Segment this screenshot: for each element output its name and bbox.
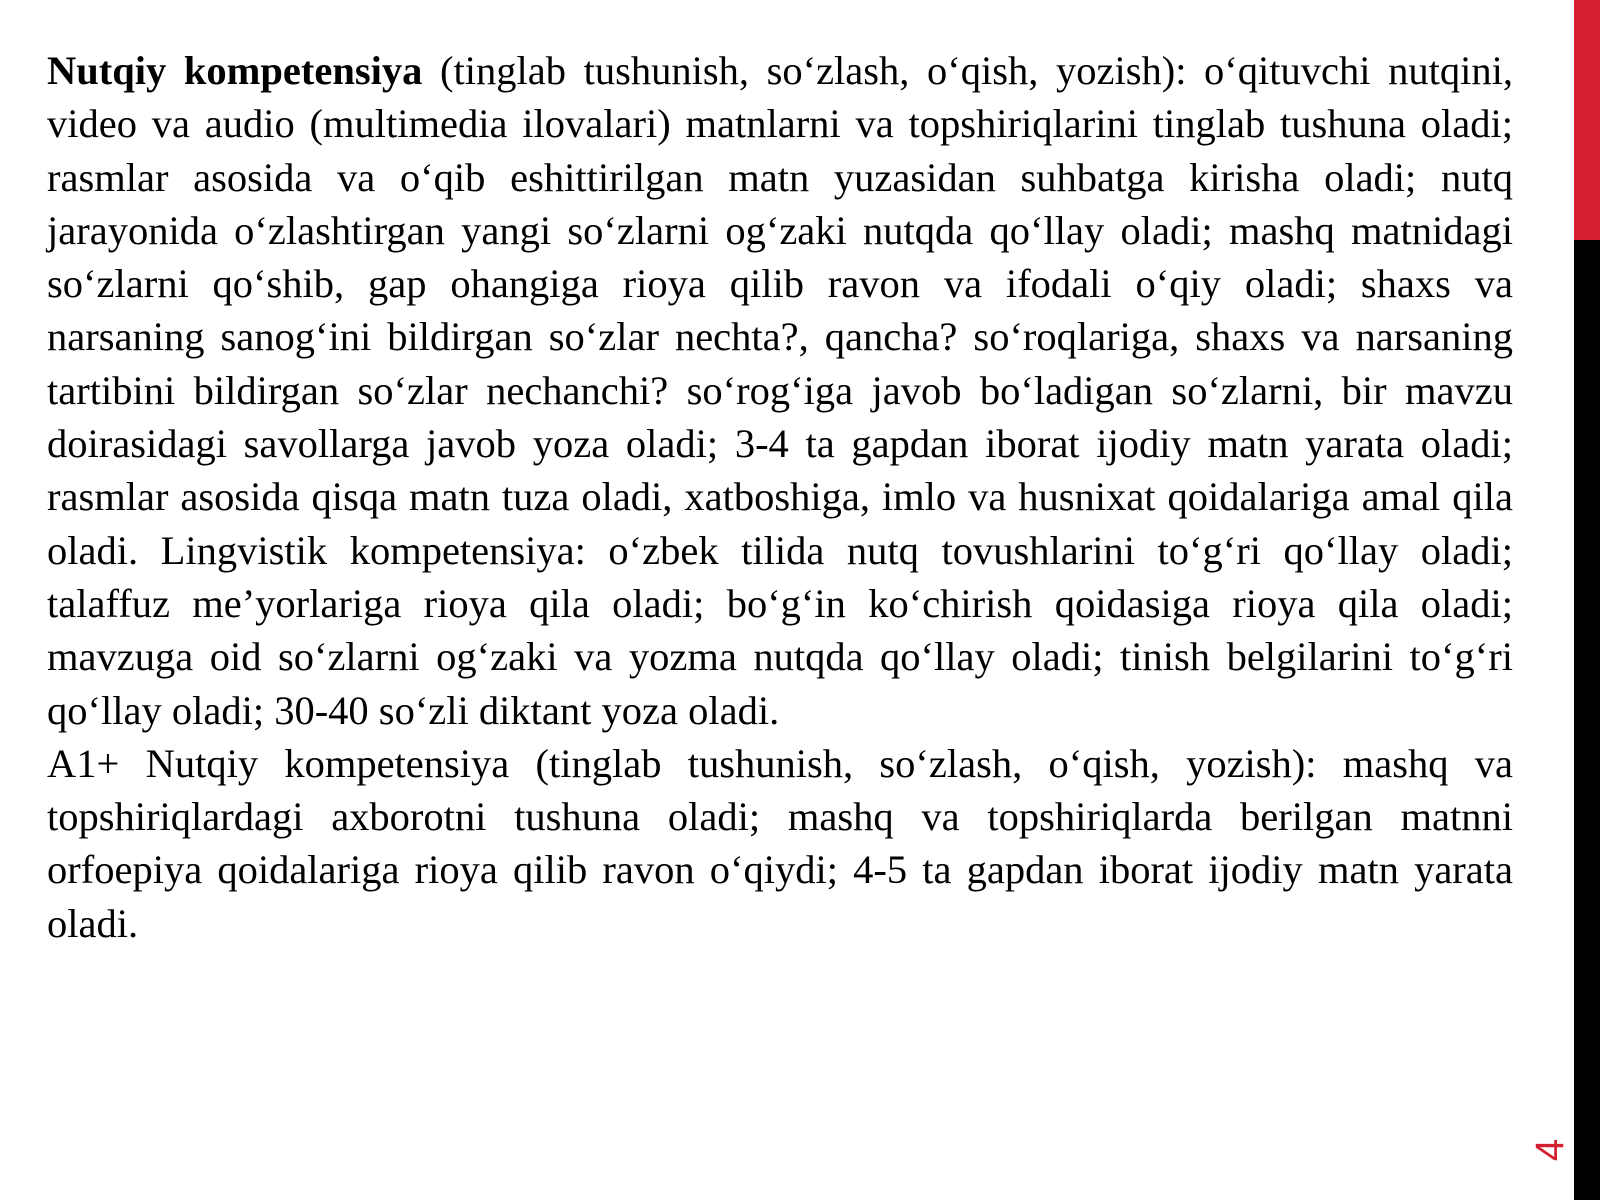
side-bar-red-segment (1574, 0, 1600, 240)
paragraph-text: (tinglab tushunish, so‘zlash, o‘qish, yozish): o‘qituvchi nutqini, video va audio (multimedia ilovalari) matnlarni va topshiriqlarini tinglab tushuna oladi; rasmlar asosida va o‘qib eshittirilgan matn yuzasidan suhbatga kirisha oladi; nutq jarayonida o‘zlashtirgan yangi so‘zlarni og‘zaki nutqda qo‘llay oladi; mashq matnidagi so‘zlarni qo‘shib, gap ohangiga rioya qilib ravon va ifodali o‘qiy oladi; shaxs va narsaning sanog‘ini bildirgan so‘zlar nechta?, qancha? so‘roqlariga, shaxs va narsaning tartibini bildirgan so‘zlar nechanchi? so‘rog‘iga javob bo‘ladigan so‘zlarni, bir mavzu doirasidagi savollarga javob yoza oladi; 3-4 ta gapdan iborat ijodiy matn yarata oladi; rasmlar asosida qisqa matn tuza oladi, xatboshiga, imlo va husnixat qoidalariga amal qila oladi. Lingvistik kompetensiya: o‘zbek tilida nutq tovushlarini to‘g‘ri qo‘llay oladi; talaffuz me’yorlariga rioya qila oladi; bo‘g‘in ko‘chirish qoidasiga rioya qila oladi; mavzuga oid so‘zlarni og‘zaki va yozma nutqda qo‘llay oladi; tinish belgilarini to‘g‘ri qo‘llay oladi; 30-40 so‘zli diktant yoza oladi. (47, 48, 1514, 733)
slide-body (47, 44, 1513, 950)
page-number: 4 (1528, 1138, 1572, 1162)
paragraph-a1-plus: A1+ Nutqiy kompetensiya (tinglab tushunish, so‘zlash, o‘qish, yozish): mashq va topshiriqlardagi axborotni tushuna oladi; mashq va topshiriqlarda berilgan matnni orfoepiya qoidalariga rioya qilib ravon o‘qiydi; 4-5 ta gapdan iborat ijodiy matn yarata oladi. (47, 740, 1513, 946)
side-bar-black-segment (1574, 240, 1600, 1200)
paragraph-speech-competence (47, 44, 1513, 737)
side-accent-bar (1574, 0, 1600, 1200)
bold-heading: Nutqiy kompetensiya (47, 48, 423, 93)
